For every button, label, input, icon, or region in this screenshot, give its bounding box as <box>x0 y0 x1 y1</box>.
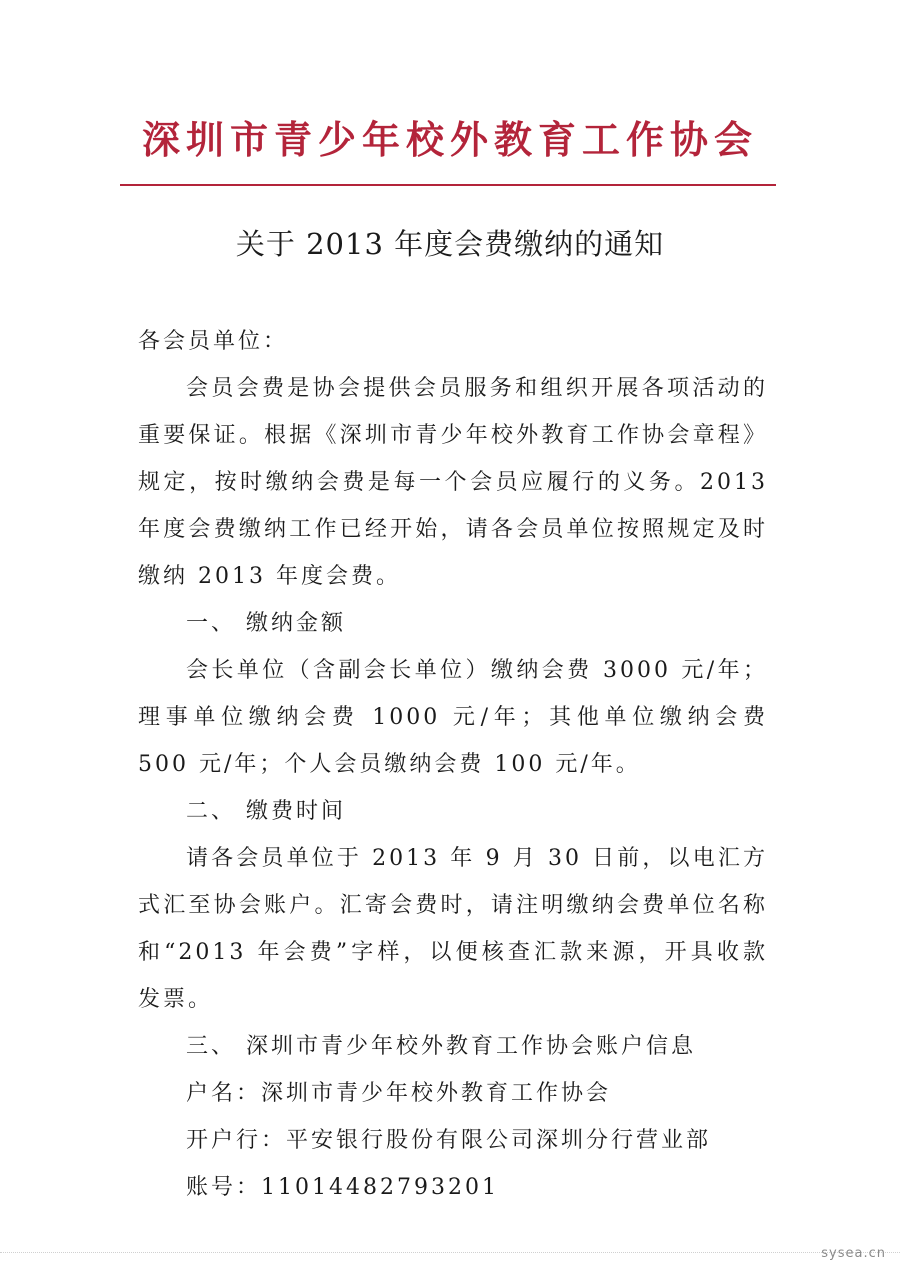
organization-header: 深圳市青少年校外教育工作协会 <box>141 118 758 162</box>
notice-body <box>138 318 768 1211</box>
account-number: 账号：11014482793201 <box>186 1175 499 1200</box>
section3-heading: 三、 深圳市青少年校外教育工作协会账户信息 <box>186 1034 696 1059</box>
notice-title: 关于 2013 年度会费缴纳的通知 <box>235 227 665 261</box>
account-name: 户名：深圳市青少年校外教育工作协会 <box>186 1081 612 1106</box>
page-bottom-divider <box>0 1252 900 1253</box>
intro-paragraph: 会员会费是协会提供会员服务和组织开展各项活动的重要保证。根据《深圳市青少年校外教育工作协会章程》规定，按时缴纳会费是每一个会员应履行的义务。2013 年度会费缴纳工作已经开始，请各会员单位按照规定及时缴纳 2013 年度会费。 <box>138 376 768 589</box>
header-divider <box>120 184 776 186</box>
section2-body: 请各会员单位于 2013 年 9 月 30 日前，以电汇方式汇至协会账户。汇寄会费时，请注明缴纳会费单位名称和“2013 年会费”字样，以便核查汇款来源，开具收款发票。 <box>138 846 768 1012</box>
site-watermark: sysea.cn <box>821 1246 886 1261</box>
section1-heading: 一、 缴纳金额 <box>186 611 346 636</box>
section1-body: 会长单位（含副会长单位）缴纳会费 3000 元/年；理事单位缴纳会费 1000 元/年；其他单位缴纳会费 500 元/年；个人会员缴纳会费 100 元/年。 <box>138 658 768 777</box>
bank-name: 开户行：平安银行股份有限公司深圳分行营业部 <box>186 1128 712 1153</box>
salutation: 各会员单位： <box>138 329 289 354</box>
section2-heading: 二、 缴费时间 <box>186 799 346 824</box>
